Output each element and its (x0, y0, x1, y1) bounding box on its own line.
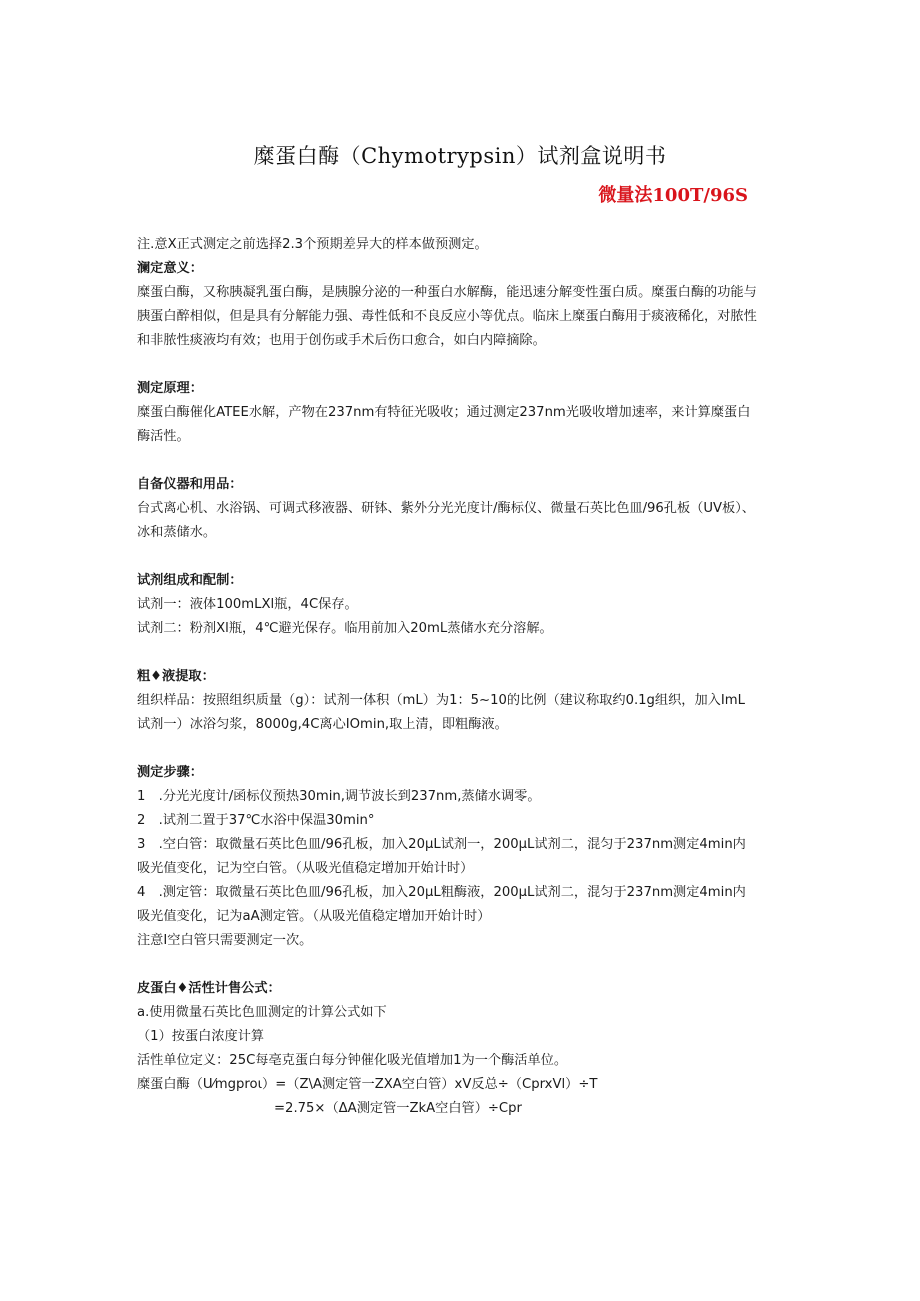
significance-line: 糜蛋白酶，又称胰凝乳蛋白酶，是胰腺分泌的一种蛋白水解酶，能迅速分解变性蛋白质。糜蛋白酶的功能与 (137, 285, 757, 300)
principle-line: 糜蛋白酶催化ATEE水解，产物在237nm有特征光吸收；通过测定237nm光吸收增加速率，来计算糜蛋白 (137, 405, 751, 420)
principle-line: 酶活性。 (137, 429, 190, 444)
equipment-heading: 自备仪器和用品： (137, 477, 243, 492)
formula-heading: 皮蛋白♦活性计售公式： (137, 981, 281, 996)
extraction-line: 试剂一）冰浴匀浆，8000g,4C离心IOmin,取上清，即粗酶液。 (137, 717, 508, 732)
extraction-line: 组织样品：按照组织质量（g）：试剂一体积（mL）为1：5~10的比例（建议称取约0.1g组织，加入ImL (137, 693, 745, 708)
formula-line: 活性单位定义：25C每亳克蛋白每分钟催化吸光值增加1为一个酶活单位。 (137, 1053, 568, 1068)
significance-line: 胰蛋白醉相似，但是具有分解能力强、毒性低和不良反应小等优点。临床上糜蛋白酶用于痰液稀化，对脓性 (137, 309, 757, 324)
step-note: 注意I空白管只需要测定一次。 (137, 933, 313, 948)
step-line: 2 .试剂二置于37℃水浴中保温30min° (137, 813, 375, 828)
reagent-line: 试剂一：液体100mLXl瓶，4C保存。 (137, 597, 358, 612)
step-line: 4 .测定管：取微量石英比色皿/96孔板，加入20μL粗酶液，200μL试剂二，混匀于237nm测定4min内 (137, 885, 746, 900)
note-top: 注.意X正式测定之前选择2.3个预期差异大的样本做预测定。 (137, 237, 488, 252)
equipment-line: 冰和蒸储水。 (137, 525, 217, 540)
document-title: 糜蛋白酶（Chymotrypsin）试剂盒说明书 (253, 144, 667, 168)
significance-heading: 澜定意义： (137, 261, 203, 276)
equipment-line: 台式离心机、水浴锅、可调式移液器、研钵、紫外分光光度计/酶标仪、微量石英比色皿/96孔板（UV板）、 (137, 501, 755, 516)
reagent-line: 试剂二：粉剂Xl瓶，4℃避光保存。临用前加入20mL蒸储水充分溶解。 (137, 621, 553, 636)
significance-line: 和非脓性痰液均有效；也用于创伤或手术后伤口愈合，如白内障摘除。 (137, 333, 546, 348)
formula-line: （1）按蛋白浓度计算 (137, 1029, 265, 1044)
principle-heading: 测定原理： (137, 381, 203, 396)
document-subtitle: 微量法100T/96S (598, 185, 748, 206)
document-body (137, 233, 797, 1121)
step-line: 吸光值变化，记为aA测定管。（从吸光值稳定增加开始计时） (137, 909, 491, 924)
extraction-heading: 粗♦液提取： (137, 669, 215, 684)
step-line: 3 .空白管：取微量石英比色皿/96孔板，加入20μL试剂一，200μL试剂二，混匀于237nm测定4min内 (137, 837, 746, 852)
step-line: 吸光值变化，记为空白管。（从吸光值稳定增加开始计时） (137, 861, 474, 876)
formula-line: 糜蛋白酶（U⁄mgproι）=（Z\A测定管一ZXA空白管）xV反总÷（CprxVl）÷T (137, 1077, 598, 1092)
formula-line: a.使用微量石英比色皿测定的计算公式如下 (137, 1005, 387, 1020)
steps-heading: 测定步骤： (137, 765, 203, 780)
step-line: 1 .分光光度计/函标仪预热30min,调节波长到237nm,蒸储水调零。 (137, 789, 541, 804)
formula-line: =2.75×（ΔA测定管一ZkA空白管）÷Cpr (274, 1101, 522, 1116)
reagents-heading: 试剂组成和配制： (137, 573, 243, 588)
